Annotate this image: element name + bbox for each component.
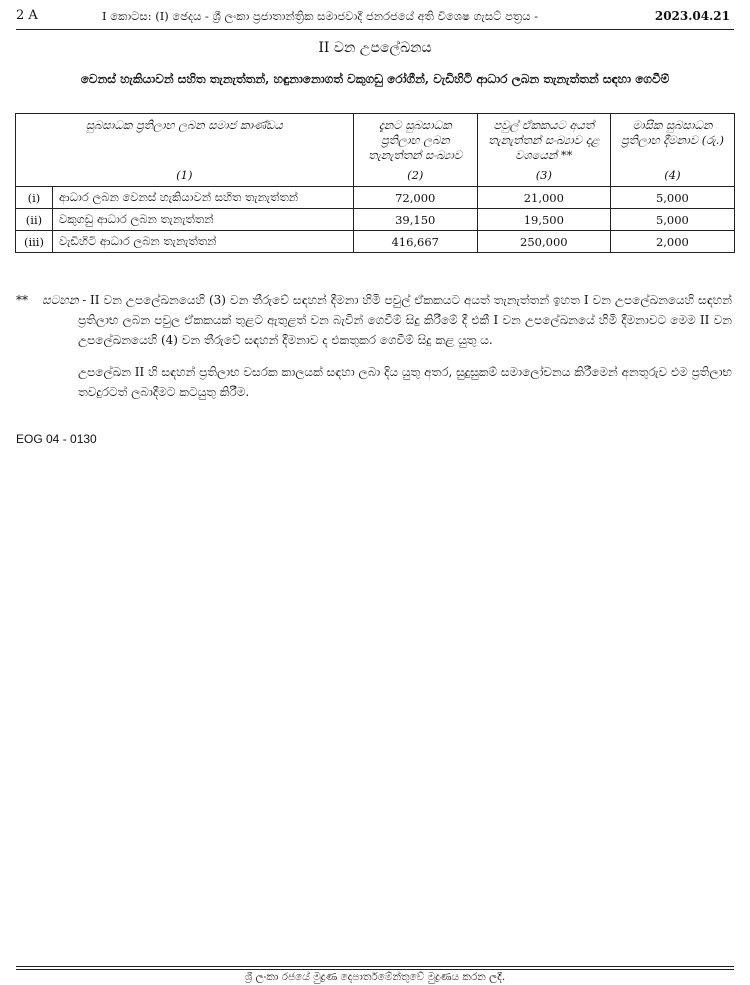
column-number: (3) bbox=[535, 168, 552, 182]
notes-section bbox=[16, 290, 732, 402]
note-paragraph: II වන උපලේඛනයෙහි (3) වන තීරුවේ සඳහන් දීමනා හිමි පවුල් ඒකකයට අයත් තැනැත්තන් ඉහත I වන උපලේඛනයෙහි සඳහන් ප්‍රතිලාභ ලබන පවුල ඒකකයක් තුළට ඇතුළත් වන බැවින් ගෙවීම් සිදු කිරීමේ දී එකී I වන උපලේඛනයේ හිමි දීමනාවට මෙම II වන උපලේඛනයෙහි (4) වන තීරුවේ සඳහන් දීමනාව ද එකතුකර ගෙවීම් සිදු කළ යුතු ය. bbox=[78, 293, 732, 347]
row-current: 72,000 bbox=[353, 187, 477, 209]
row-monthly: 5,000 bbox=[610, 187, 734, 209]
footnote-mark: ** bbox=[16, 293, 28, 307]
row-family: 19,500 bbox=[477, 209, 610, 231]
note-label: සටහන - bbox=[42, 293, 87, 307]
page-header bbox=[16, 6, 734, 28]
column-number: (1) bbox=[176, 168, 193, 182]
footer-divider bbox=[16, 966, 734, 967]
row-category: වැඩිහිටි ආධාර ලබන තැනැත්තන් bbox=[52, 231, 353, 253]
document-reference: EOG 04 - 0130 bbox=[16, 432, 97, 446]
header-divider bbox=[16, 29, 734, 30]
table-row bbox=[16, 209, 735, 231]
row-category: වකුගඩු ආධාර ලබන තැනැත්තන් bbox=[52, 209, 353, 231]
row-index: (iii) bbox=[16, 231, 53, 253]
column-number: (2) bbox=[407, 168, 424, 182]
column-header-monthly-allowance: මාසික සුබසාධන ප්‍රතිලාභ දීමනාව (රු.) (4) bbox=[610, 114, 734, 187]
row-family: 21,000 bbox=[477, 187, 610, 209]
row-index: (i) bbox=[16, 187, 53, 209]
row-index: (ii) bbox=[16, 209, 53, 231]
table-row bbox=[16, 187, 735, 209]
column-header-family-members: පවුල් ඒකකයට අයත් තැනැත්තන් සංඛ්‍යාව දළ වශයෙන් ** (3) bbox=[477, 114, 610, 187]
table-row bbox=[16, 231, 735, 253]
column-header-category: සුබසාධක ප්‍රතිලාභ ලබන සමාජ කාණ්ඩය (1) bbox=[16, 114, 354, 187]
row-monthly: 5,000 bbox=[610, 209, 734, 231]
row-monthly: 2,000 bbox=[610, 231, 734, 253]
schedule-subtitle: වෙනස් හැකියාවන් සහිත තැනැත්තන්, හඳුනානොගත් වකුගඩු රෝගීන්, වැඩිහිටි ආධාර ලබන තැනැත්තන් සඳහා ගෙවීම් bbox=[80, 72, 670, 86]
benefits-table bbox=[15, 113, 735, 253]
row-family: 250,000 bbox=[477, 231, 610, 253]
row-category: ආධාර ලබන වෙනස් හැකියාවන් සහිත තැනැත්තන් bbox=[52, 187, 353, 209]
running-title: I කොටස: (I) ඡෙදය - ශ්‍රී ලංකා ප්‍රජාතාන්ත්‍රික සමාජවාදී ජනරජයේ අති විශෙෂ ගැසට් පත්‍රය - bbox=[102, 9, 538, 23]
printer-credit: ශ්‍රී ලංකා රජයේ මුද්‍රණ දෙපාර්තමේන්තුවේ මුද්‍රණය කරන ලදී. bbox=[244, 971, 506, 983]
footer-divider bbox=[16, 969, 734, 970]
page-number: 2 A bbox=[16, 8, 38, 23]
gazette-date: 2023.04.21 bbox=[654, 9, 730, 23]
row-current: 416,667 bbox=[353, 231, 477, 253]
note-paragraph: උපලේඛන II හි සඳහන් ප්‍රතිලාභ වසරක කාලයක් සඳහා ලබා දිය යුතු අතර, සුදුසුකම් සමාලෝචනය කිරීමෙන් අනතුරුව එම ප්‍රතිලාභ තවදුරටත් ලබාදීමට කටයුතු කිරීම. bbox=[78, 365, 732, 399]
schedule-title: II වන උපලේඛනය bbox=[318, 40, 432, 56]
column-number: (4) bbox=[664, 168, 681, 182]
table-header-row bbox=[16, 114, 735, 187]
column-header-current-recipients: දැනට සුබසාධක ප්‍රතිලාභ ලබන තැනැත්තන් සංඛ්‍යාව (2) bbox=[353, 114, 477, 187]
row-current: 39,150 bbox=[353, 209, 477, 231]
